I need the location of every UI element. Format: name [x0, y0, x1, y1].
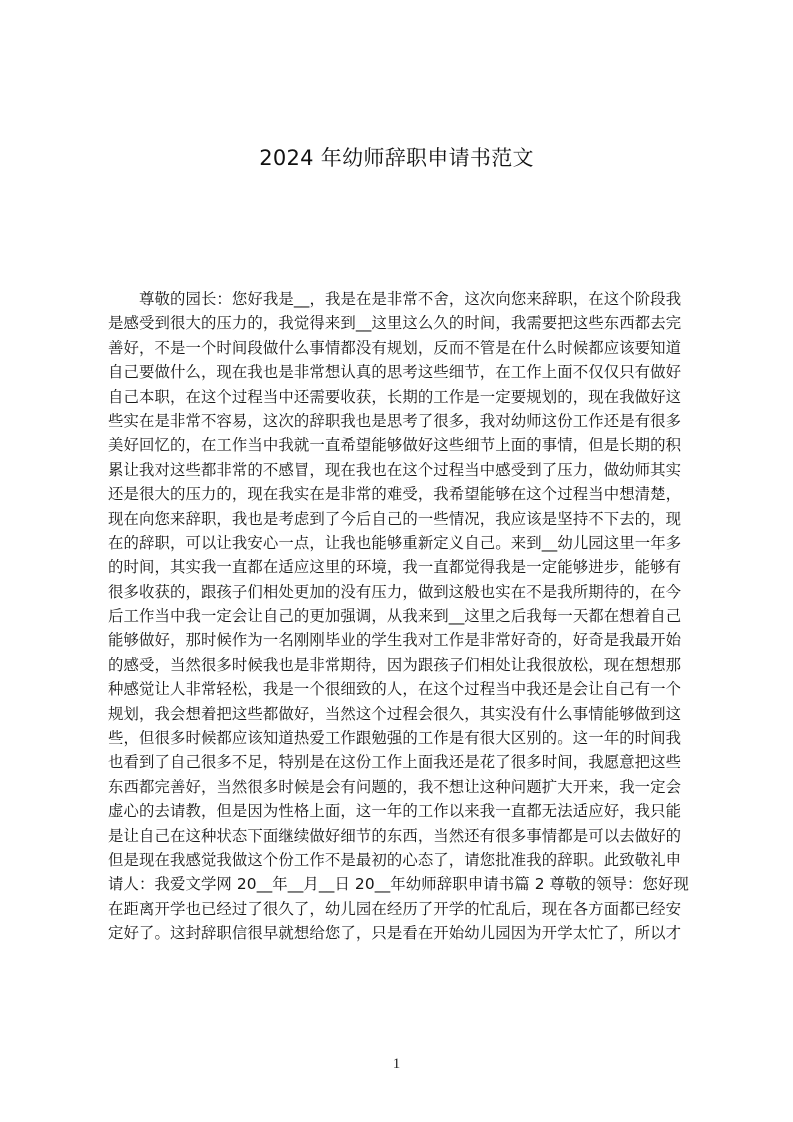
body-line: 尊敬的园长：您好我是__，我是在是非常不舍，这次向您来辞职，在这个阶段我 — [108, 290, 682, 308]
body-line: 是让自己在这种状态下面继续做好细节的东西，当然还有很多事情都是可以去做好的 — [108, 826, 682, 845]
body-line: 后工作当中我一定会让自己的更加强调，从我来到__这里之后我每一天都在想着自己 — [108, 607, 682, 626]
body-line: 种感觉让人非常轻松，我是一个很细致的人，在这个过程当中我还是会让自己有一个 — [108, 680, 682, 699]
body-line: 很多收获的，跟孩子们相处更加的没有压力，做到这般也实在不是我所期待的，在今 — [108, 582, 682, 601]
body-line: 东西都完善好，当然很多时候是会有问题的，我不想让这种问题扩大开来，我一定会 — [108, 777, 682, 796]
body-line: 请人：我爱文学网 20__年__月__日 20__年幼师辞职申请书篇 2 尊敬的领导：您好现 — [108, 875, 690, 894]
body-line: 定好了。这封辞职信很早就想给您了，只是看在开始幼儿园因为开学太忙了，所以才 — [108, 924, 682, 943]
body-line: 也看到了自己很多不足，特别是在这份工作上面我还是花了很多时间，我愿意把这些 — [108, 753, 682, 772]
body-line: 美好回忆的，在工作当中我就一直希望能够做好这些细节上面的事情，但是长期的积 — [108, 436, 682, 455]
body-line: 的时间，其实我一直都在适应这里的环境，我一直都觉得我是一定能够进步，能够有 — [108, 558, 682, 577]
body-line: 在距离开学也已经过了很久了，幼儿园在经历了开学的忙乱后，现在各方面都已经安 — [108, 899, 682, 918]
body-line: 自己要做什么，现在我也是非常想认真的思考这些细节，在工作上面不仅仅只有做好 — [108, 363, 682, 382]
body-line: 在的辞职，可以让我安心一点，让我也能够重新定义自己。来到__幼儿园这里一年多 — [108, 533, 682, 552]
body-line: 善好，不是一个时间段做什么事情都没有规划，反而不管是在什么时候都应该要知道 — [108, 338, 682, 357]
body-line: 现在向您来辞职，我也是考虑到了今后自己的一些情况，我应该是坚持不下去的，现 — [108, 509, 682, 528]
body-line: 规划，我会想着把这些都做好，当然这个过程会很久，其实没有什么事情能够做到这 — [108, 704, 682, 723]
body-line: 但是现在我感觉我做这个份工作不是最初的心态了，请您批准我的辞职。此致敬礼申 — [108, 850, 682, 869]
body-line: 些实在是非常不容易，这次的辞职我也是思考了很多，我对幼师这份工作还是有很多 — [108, 411, 682, 430]
body-line: 能够做好，那时候作为一名刚刚毕业的学生我对工作是非常好奇的，好奇是我最开始 — [108, 631, 682, 650]
page-title: 2024 年幼师辞职申请书范文 — [259, 146, 534, 170]
body-line: 些，但很多时候都应该知道热爱工作跟勉强的工作是有很大区别的。这一年的时间我 — [108, 729, 682, 748]
page-number: 1 — [392, 1056, 401, 1072]
body-line: 累让我对这些都非常的不感冒，现在我也在这个过程当中感受到了压力，做幼师其实 — [108, 460, 682, 479]
body-text — [108, 287, 700, 946]
body-line: 的感受，当然很多时候我也是非常期待，因为跟孩子们相处让我很放松，现在想想那 — [108, 655, 682, 674]
body-line: 还是很大的压力的，现在我实在是非常的难受，我希望能够在这个过程当中想清楚， — [108, 485, 682, 504]
body-line: 是感受到很大的压力的，我觉得来到__这里这么久的时间，我需要把这些东西都去完 — [108, 314, 682, 333]
body-line: 虚心的去请教，但是因为性格上面，这一年的工作以来我一直都无法适应好，我只能 — [108, 802, 682, 821]
body-line: 自己本职，在这个过程当中还需要收获，长期的工作是一定要规划的，现在我做好这 — [108, 387, 682, 406]
